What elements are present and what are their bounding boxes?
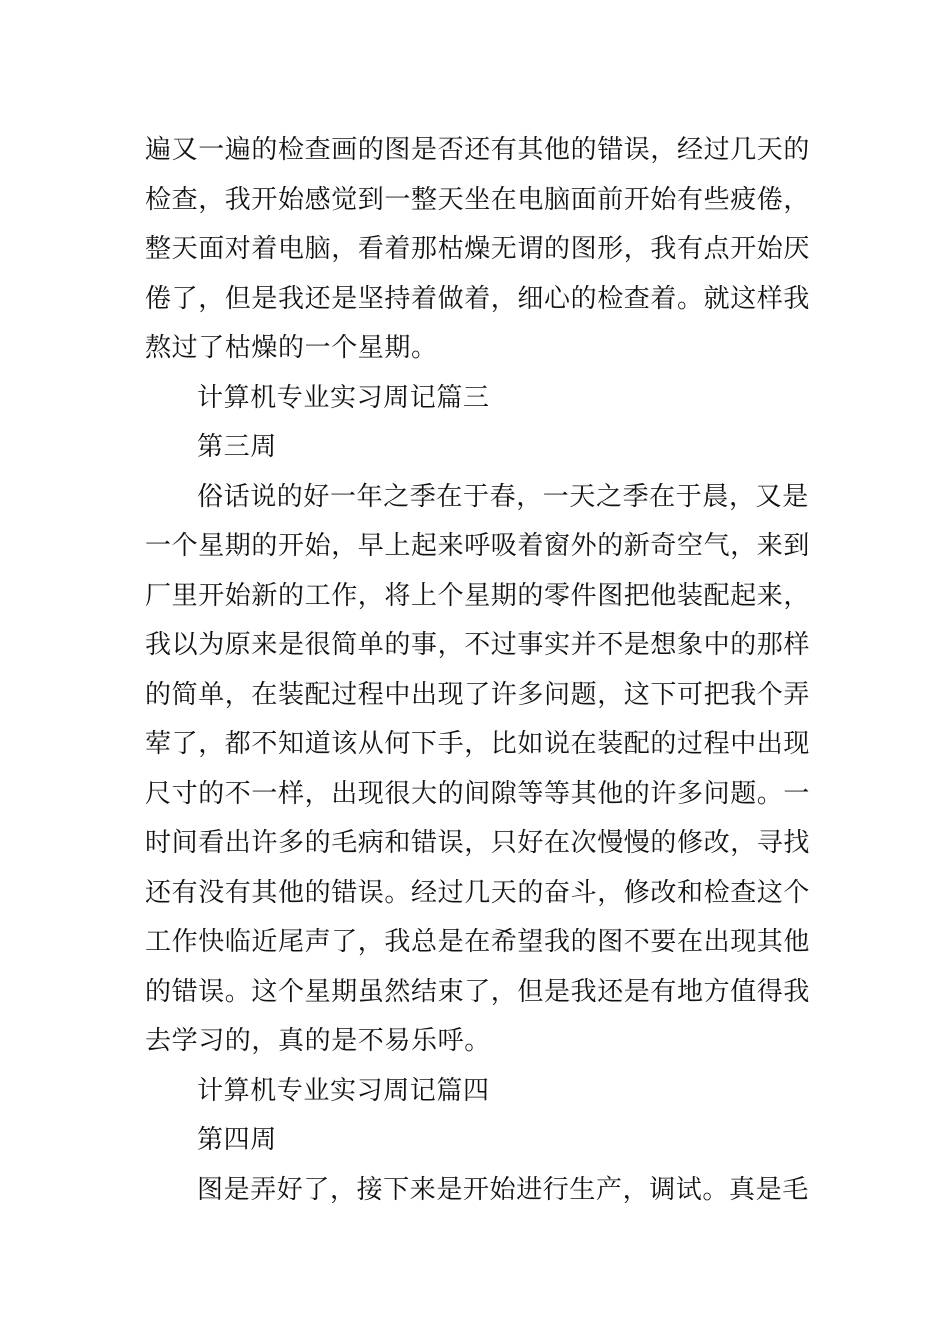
text-line: 时间看出许多的毛病和错误，只好在次慢慢的修改，寻找	[145, 828, 810, 858]
text-line: 俗话说的好一年之季在于春，一天之季在于晨，又是	[197, 482, 809, 512]
text-line: 还有没有其他的错误。经过几天的奋斗，修改和检查这个	[145, 878, 810, 908]
week-heading: 第四周	[197, 1125, 277, 1155]
text-line: 检查，我开始感觉到一整天坐在电脑面前开始有些疲倦，	[145, 185, 810, 215]
text-line: 荤了，都不知道该从何下手，比如说在装配的过程中出现	[145, 729, 810, 759]
text-line: 厂里开始新的工作，将上个星期的零件图把他装配起来，	[145, 581, 810, 611]
text-line: 我以为原来是很简单的事，不过事实并不是想象中的那样	[145, 630, 810, 660]
section-heading: 计算机专业实习周记篇四	[197, 1076, 490, 1106]
text-line: 遍又一遍的检查画的图是否还有其他的错误，经过几天的	[145, 135, 810, 165]
section-heading: 计算机专业实习周记篇三	[197, 383, 490, 413]
text-line: 去学习的，真的是不易乐呼。	[145, 1026, 491, 1056]
text-line: 尺寸的不一样，出现很大的间隙等等其他的许多问题。一	[145, 779, 810, 809]
text-line: 的简单，在装配过程中出现了许多问题，这下可把我个弄	[145, 680, 810, 710]
text-line: 倦了，但是我还是坚持着做着，细心的检查着。就这样我	[145, 284, 810, 314]
text-line: 熬过了枯燥的一个星期。	[145, 333, 438, 363]
text-line: 工作快临近尾声了，我总是在希望我的图不要在出现其他	[145, 927, 810, 957]
text-line: 整天面对着电脑，看着那枯燥无谓的图形，我有点开始厌	[145, 234, 810, 264]
week-heading: 第三周	[197, 432, 277, 462]
text-line: 的错误。这个星期虽然结束了，但是我还是有地方值得我	[145, 977, 810, 1007]
text-line: 一个星期的开始，早上起来呼吸着窗外的新奇空气，来到	[145, 531, 810, 561]
text-line: 图是弄好了，接下来是开始进行生产，调试。真是毛	[197, 1175, 809, 1205]
